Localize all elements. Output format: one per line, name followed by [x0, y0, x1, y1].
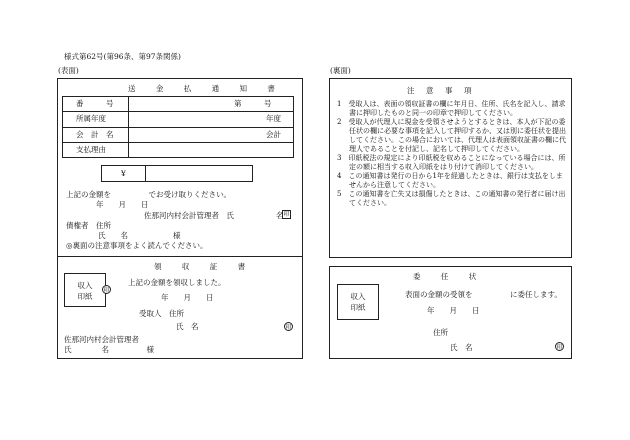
manager-label: 佐那河内村会計管理者 氏	[144, 211, 234, 220]
receive-text: 上記の金額を でお受け取りください。	[66, 190, 231, 199]
front-side-label: (表面)	[58, 66, 79, 75]
note-item: 4 この通知書は発行の日から1年を経過したときは、銀行は支払をしませんから注意してください。	[337, 172, 563, 189]
row-value-fiscal-year: 年度	[266, 114, 281, 123]
row-label-payment-reason: 支払理由	[76, 145, 106, 154]
note-item: 5 この通知書を亡失又は損傷したときは、この通知書の発行者に届け出てください。	[337, 190, 566, 207]
receipt-date: 年 月 日	[161, 293, 214, 302]
yen-sign: ¥	[121, 169, 126, 178]
stamp-label-1: 収入	[77, 281, 93, 290]
row-value-number: 第 号	[234, 99, 272, 108]
seal-icon: 印	[285, 324, 292, 331]
stamp-label-2: 印紙	[77, 292, 93, 301]
proxy-address: 住所	[433, 328, 448, 337]
proxy-title: 委 任 状	[413, 272, 486, 281]
seal-icon: 印	[103, 287, 110, 294]
row-label-number: 番 号	[76, 99, 114, 108]
receipt-manager: 佐那河内村会計管理者	[64, 335, 139, 344]
note-item: 1 受取人は、表面の領収証書の欄に年月日、住所、氏名を記入し、請求書に押印したものと同一の印章で押印してください。	[337, 100, 566, 117]
creditor-address: 債権者 住所	[66, 221, 111, 230]
seal-square-icon: 印	[283, 211, 290, 218]
note-item: 3 印紙税法の規定により印紙税を収めることになっている場合には、所定の額に相当する収入印紙をはり付けて消印してください。	[337, 154, 566, 171]
receiver-address: 受取人 住所	[139, 309, 184, 318]
receipt-manager-name: 氏 名 様	[64, 345, 154, 354]
notice-text: ◎裏面の注意事項をよく読んでください。	[66, 241, 208, 250]
front-title: 送 金 払 通 知 書	[128, 84, 284, 93]
proxy-text: 表面の金額の受領を に委任します。	[405, 290, 562, 299]
receipt-title: 領 収 証 書	[154, 262, 255, 271]
notes-title: 注 意 事 項	[407, 86, 474, 95]
received-text: 上記の金額を領収しました。	[128, 278, 226, 287]
creditor-name: 氏 名 様	[98, 231, 181, 240]
proxy-stamp-box	[337, 284, 379, 320]
proxy-stamp-label-2: 印紙	[350, 303, 366, 312]
notes-list	[337, 100, 567, 208]
seal-icon: 印	[556, 344, 563, 351]
receiver-name: 氏 名	[176, 322, 199, 331]
note-item: 2 受取人が代理人に現金を受領させようとするときは、本人が下記の委任状の欄に必要な事項を記入して押印するか、又は別に委任状を提出してください。この場合においては、代理人は表面領収証書の欄に代理人であることを付記し、記名して押印してください。	[337, 118, 566, 153]
row-value-account: 会計	[266, 130, 281, 139]
manager-name-char: 名	[276, 211, 284, 220]
row-label-fiscal-year: 所属年度	[76, 114, 106, 123]
revenue-stamp-box	[64, 273, 106, 307]
issue-date: 年 月 日	[96, 200, 149, 209]
proxy-name: 氏 名	[450, 343, 473, 352]
proxy-date: 年 月 日	[427, 306, 480, 315]
proxy-stamp-label-1: 収入	[350, 292, 366, 301]
row-label-account: 会 計 名	[76, 130, 114, 139]
form-id: 様式第62号(第96条、第97条関係)	[64, 52, 181, 61]
back-side-label: (裏面)	[330, 66, 351, 75]
